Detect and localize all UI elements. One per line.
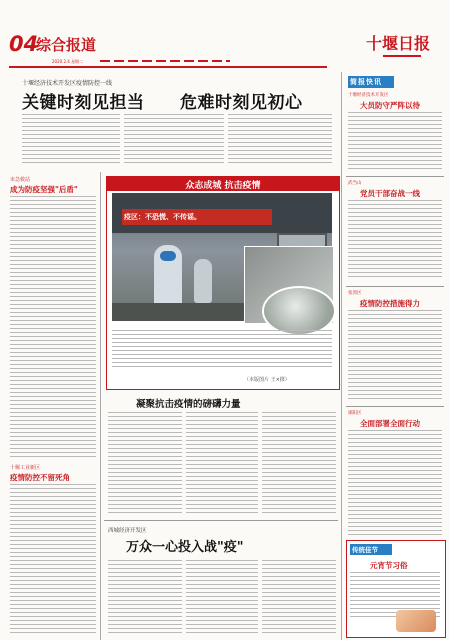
logo-subline — [383, 55, 421, 57]
main-headline-left: 关键时刻见担当 — [22, 93, 145, 113]
worker-figure-2 — [194, 259, 212, 303]
left-story-1-body — [10, 196, 96, 458]
photo-credit: （本版图片 王×摄） — [244, 377, 290, 383]
brief-1-headline: 大员防守严阵以待 — [360, 101, 420, 110]
photo-feature-title: 众志成城 抗击疫情 — [185, 181, 261, 191]
feature-subhead: 凝聚抗击疫情的磅礴力量 — [136, 399, 241, 410]
brief-4-body — [348, 430, 442, 536]
page-number: 04 — [9, 32, 39, 56]
photo-caption — [112, 330, 332, 370]
feature-body — [108, 412, 336, 514]
left-story-1-kicker: 市急救站 — [10, 177, 31, 183]
worker-visor — [160, 251, 176, 261]
brief-2-body — [348, 200, 442, 280]
festival-headline: 元宵节习俗 — [370, 561, 408, 570]
brief-4-kicker: 郧阳区 — [348, 411, 362, 416]
bottom-story-headline: 万众一心投入战"疫" — [126, 540, 244, 555]
main-kicker: 十堰经济技术开发区疫情防控一线 — [22, 80, 113, 87]
brief-3-headline: 疫情防控措施得力 — [360, 299, 420, 308]
masthead — [0, 0, 450, 66]
left-story-1-headline: 成为防疫坚强"后盾" — [10, 185, 78, 194]
festival-header: 传统佳节 — [352, 546, 378, 554]
brief-2-kicker: 武当山 — [348, 181, 362, 186]
paper-logo: 十堰日报 — [366, 34, 431, 53]
festival-illustration — [396, 610, 436, 632]
left-story-2-headline: 疫情防控不留死角 — [10, 473, 70, 482]
brief-3-body — [348, 310, 442, 400]
bottom-story-body — [108, 560, 336, 636]
masthead-meta — [100, 60, 230, 62]
brief-1-body — [348, 112, 442, 172]
left-story-2-body — [10, 484, 96, 636]
main-story-body — [22, 114, 332, 166]
section-title: 综合报道 — [36, 36, 97, 54]
brief-3-kicker: 张湾区 — [348, 291, 362, 296]
left-story-2-kicker: 十堰工业新区 — [10, 465, 41, 471]
brief-2-headline: 党员干部奋战一线 — [360, 189, 420, 198]
briefs-header: 简报快讯 — [350, 78, 382, 86]
bottom-story-kicker: 西城经济开发区 — [108, 528, 147, 534]
side-photo-circle — [262, 286, 336, 336]
brief-4-headline: 全面部署全面行动 — [360, 419, 420, 428]
issue-date: 2020.2.4 星期二 — [52, 59, 84, 64]
warning-banner-text: 疫区：不恐慌、不传谣。 — [124, 213, 201, 221]
brief-1-kicker: 十堰经济技术开发区 — [348, 93, 389, 98]
main-headline-right: 危难时刻见初心 — [180, 93, 303, 113]
